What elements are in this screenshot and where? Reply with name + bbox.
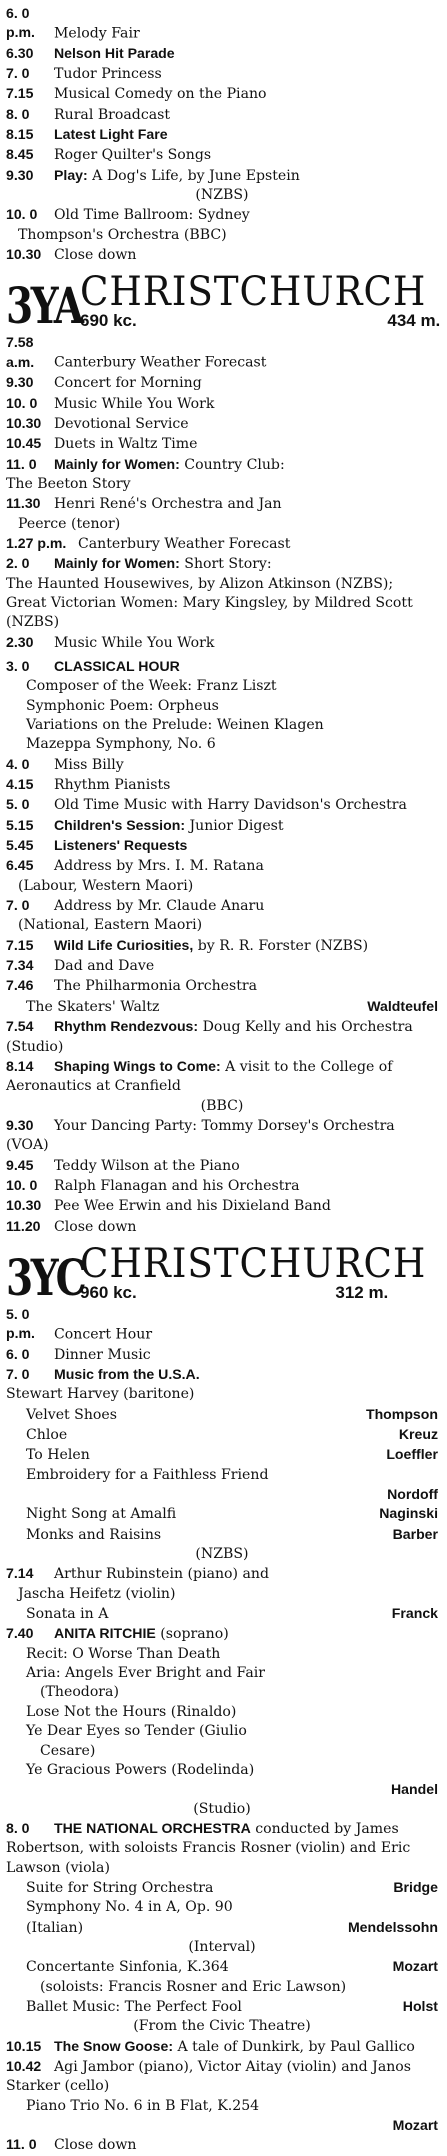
composer-name: Mozart <box>392 2117 438 2134</box>
list-item: 7.58 a.m. Canterbury Weather Forecast <box>6 334 267 371</box>
composer-name: Kreuz <box>398 1426 438 1442</box>
composer-name: Holst <box>402 1997 438 2014</box>
list-item: 8.14 Shaping Wings to Come: A visit to the College of Aeronautics at Cranfield <box>6 1057 393 1095</box>
work-line: Embroidery for a Faithless Friend <box>26 1466 269 1483</box>
list-item: 9.30 Your Dancing Party: Tommy Dorsey's Orchestra (VOA) <box>6 1116 395 1154</box>
work-line: (Theodora) <box>40 1684 119 1701</box>
list-item: 7. 0 Music from the U.S.A. <box>6 1365 200 1382</box>
station-wavelength: 434 m. <box>387 311 441 331</box>
list-item: 10.30 Pee Wee Erwin and his Dixieland Band <box>6 1197 331 1215</box>
list-item: 8. 0 Rural Broadcast <box>6 105 171 123</box>
continuation-line: Thompson's Orchestra (BBC) <box>18 226 227 243</box>
list-item: 5. 0 Old Time Music with Harry Davidson's Orchestra <box>6 796 407 814</box>
station-header-3ya <box>6 269 441 336</box>
station-wavelength: 312 m. <box>335 1282 389 1302</box>
list-item: 11. 0 Mainly for Women: Country Club: <box>6 455 285 473</box>
continuation-line: Jascha Heifetz (violin) <box>18 1585 176 1602</box>
list-item: 5. 0 p.m. Concert Hour <box>6 1305 153 1343</box>
list-item: 9.30 Concert for Morning <box>6 374 202 392</box>
station-city: CHRISTCHURCH <box>80 1240 427 1287</box>
composer-name: Waldteufel <box>367 997 438 1014</box>
composer-name: Thompson <box>365 1405 438 1422</box>
sub-line: Variations on the Prelude: Weinen Klagen <box>26 717 324 733</box>
list-item: 7.15 Wild Life Curiosities, by R. R. Forster (NZBS) <box>6 936 369 954</box>
list-item: 8. 0 THE NATIONAL ORCHESTRA conducted by James Robertson, with soloists Francis Rosner (violin) and Eric Lawson (viola) <box>6 1819 411 1876</box>
continuation-line: The Beeton Story <box>6 475 131 492</box>
source-note: (BBC) <box>200 1097 244 1114</box>
work-line: Recit: O Worse Than Death <box>26 1645 221 1662</box>
source-note: (NZBS) <box>195 187 249 204</box>
list-item: 10.45 Duets in Waltz Time <box>6 435 198 453</box>
work-line: Cesare) <box>40 1742 96 1759</box>
list-item: 6.45 Address by Mrs. I. M. Ratana <box>6 857 264 875</box>
work-line: Velvet Shoes Thompson <box>26 1405 438 1423</box>
source-note: (Studio) <box>193 1800 251 1817</box>
work-line: Chloe Kreuz <box>26 1426 438 1443</box>
programme-list-3ya <box>6 333 438 1236</box>
source-note: (NZBS) <box>195 1546 249 1563</box>
list-item: 11.20 Close down <box>6 1217 137 1235</box>
list-item: 10.30 Devotional Service <box>6 414 189 432</box>
list-item: 8.15 Latest Light Fare <box>6 126 168 143</box>
station-callsign: 3YC <box>6 1247 85 1307</box>
continuation-line: (National, Eastern Maori) <box>18 917 203 934</box>
list-item: 3. 0 CLASSICAL HOUR <box>6 657 180 674</box>
list-item: 5.15 Children's Session: Junior Digest <box>6 816 284 834</box>
composer-name: Naginski <box>379 1505 438 1522</box>
top-programme-list <box>6 4 438 265</box>
work-line: Piano Trio No. 6 in B Flat, K.254 <box>26 2097 260 2114</box>
work-line: Ye Gracious Powers (Rodelinda) <box>26 1761 255 1778</box>
station-frequency: 960 kc. <box>80 1282 137 1302</box>
list-item: 4.15 Rhythm Pianists <box>6 776 171 794</box>
list-item: 10. 0 Old Time Ballroom: Sydney <box>6 206 250 224</box>
list-item: 2. 0 Mainly for Women: Short Story: <box>6 555 272 573</box>
work-line: Monks and Raisins Barber <box>26 1525 438 1543</box>
list-item: 10. 0 Ralph Flanagan and his Orchestra <box>6 1176 300 1194</box>
continuation-line: (Labour, Western Maori) <box>18 877 194 894</box>
work-line: (soloists: Francis Rosner and Eric Lawson) <box>40 1978 347 1995</box>
work-line: Ye Dear Eyes so Tender (Giulio <box>26 1723 247 1740</box>
work-line: (Italian) Mendelssohn <box>26 1918 438 1936</box>
list-item: 9.45 Teddy Wilson at the Piano <box>6 1156 240 1174</box>
composer-name: Franck <box>391 1605 438 1622</box>
sub-line: Symphonic Poem: Orpheus <box>26 697 219 714</box>
work-line: Sonata in A Franck <box>26 1605 438 1623</box>
composer-name: Nordoff <box>387 1486 438 1503</box>
station-frequency: 690 kc. <box>80 311 137 331</box>
list-item: 4. 0 Miss Billy <box>6 755 124 773</box>
composer-name: Barber <box>392 1525 438 1542</box>
work-line: Aria: Angels Ever Bright and Fair <box>26 1665 265 1682</box>
station-header-3yc <box>6 1240 438 1307</box>
sub-line: The Skaters' Waltz Waldteufel <box>26 997 438 1015</box>
work-line: To Helen Loeffler <box>26 1446 438 1464</box>
station-city: CHRISTCHURCH <box>80 269 427 316</box>
composer-name: Mozart <box>392 1958 438 1975</box>
list-item: 5.45 Listeners' Requests <box>6 837 188 854</box>
source-note: (From the Civic Theatre) <box>133 2018 311 2035</box>
work-line: Ballet Music: The Perfect Fool Holst <box>26 1997 438 2015</box>
source-note: (Interval) <box>188 1938 256 1955</box>
composer-name: Bridge <box>393 1878 438 1895</box>
sub-line: Mazeppa Symphony, No. 6 <box>26 736 216 753</box>
work-line: Suite for String Orchestra Bridge <box>26 1878 438 1896</box>
list-item: 11.30 Henri René's Orchestra and Jan <box>6 495 282 513</box>
list-item: 7.54 Rhythm Rendezvous: Doug Kelly and his Orchestra (Studio) <box>6 1018 413 1055</box>
list-item: 7.46 The Philharmonia Orchestra <box>6 977 258 995</box>
list-item: 7. 0 Tudor Princess <box>6 65 162 83</box>
list-item: 7.34 Dad and Dave <box>6 957 155 975</box>
continuation-line: Peerce (tenor) <box>18 515 121 532</box>
list-item: 10.30 Close down <box>6 246 137 264</box>
composer-name: Handel <box>391 1781 438 1798</box>
list-item: 6. 0 Dinner Music <box>6 1345 151 1363</box>
composer-name: Loeffler <box>386 1446 438 1463</box>
list-item: 7.14 Arthur Rubinstein (piano) and <box>6 1565 270 1583</box>
list-item: 9.30 Play: A Dog's Life, by June Epstein <box>6 166 300 184</box>
list-item: 1.27 p.m. Canterbury Weather Forecast <box>6 534 291 552</box>
list-item: 6.30 Nelson Hit Parade <box>6 44 175 61</box>
list-item: 7.40 ANITA RITCHIE (soprano) <box>6 1625 229 1643</box>
work-line: Symphony No. 4 in A, Op. 90 <box>26 1899 233 1916</box>
work-line: Night Song at Amalfi Naginski <box>26 1505 438 1523</box>
list-item: 10.15 The Snow Goose: A tale of Dunkirk, by Paul Gallico <box>6 2037 415 2055</box>
list-item: 7. 0 Address by Mr. Claude Anaru <box>6 897 265 915</box>
programme-list-3yc <box>6 1305 438 2156</box>
list-item: 10. 0 Music While You Work <box>6 394 215 412</box>
list-item: 6. 0 p.m. Melody Fair <box>6 5 140 42</box>
list-item: 8.45 Roger Quilter's Songs <box>6 146 212 164</box>
continuation-line: The Haunted Housewives, by Alizon Atkinson (NZBS); Great Victorian Women: Mary Kingsley, by Mildred Scott (NZBS) <box>6 575 413 631</box>
station-callsign: 3YA <box>6 276 82 336</box>
list-item: 11. 0 Close down <box>6 2136 137 2154</box>
sub-line: Stewart Harvey (baritone) <box>6 1386 195 1403</box>
work-line: Concertante Sinfonia, K.364 Mozart <box>26 1958 438 1976</box>
list-item: 10.42 Agi Jambor (piano), Victor Aitay (violin) and Janos Starker (cello) <box>6 2058 412 2095</box>
sub-line: Composer of the Week: Franz Liszt <box>26 678 277 695</box>
composer-name: Mendelssohn <box>347 1918 438 1935</box>
work-line: Lose Not the Hours (Rinaldo) <box>26 1703 237 1720</box>
list-item: 7.15 Musical Comedy on the Piano <box>6 85 267 103</box>
list-item: 2.30 Music While You Work <box>6 633 215 651</box>
